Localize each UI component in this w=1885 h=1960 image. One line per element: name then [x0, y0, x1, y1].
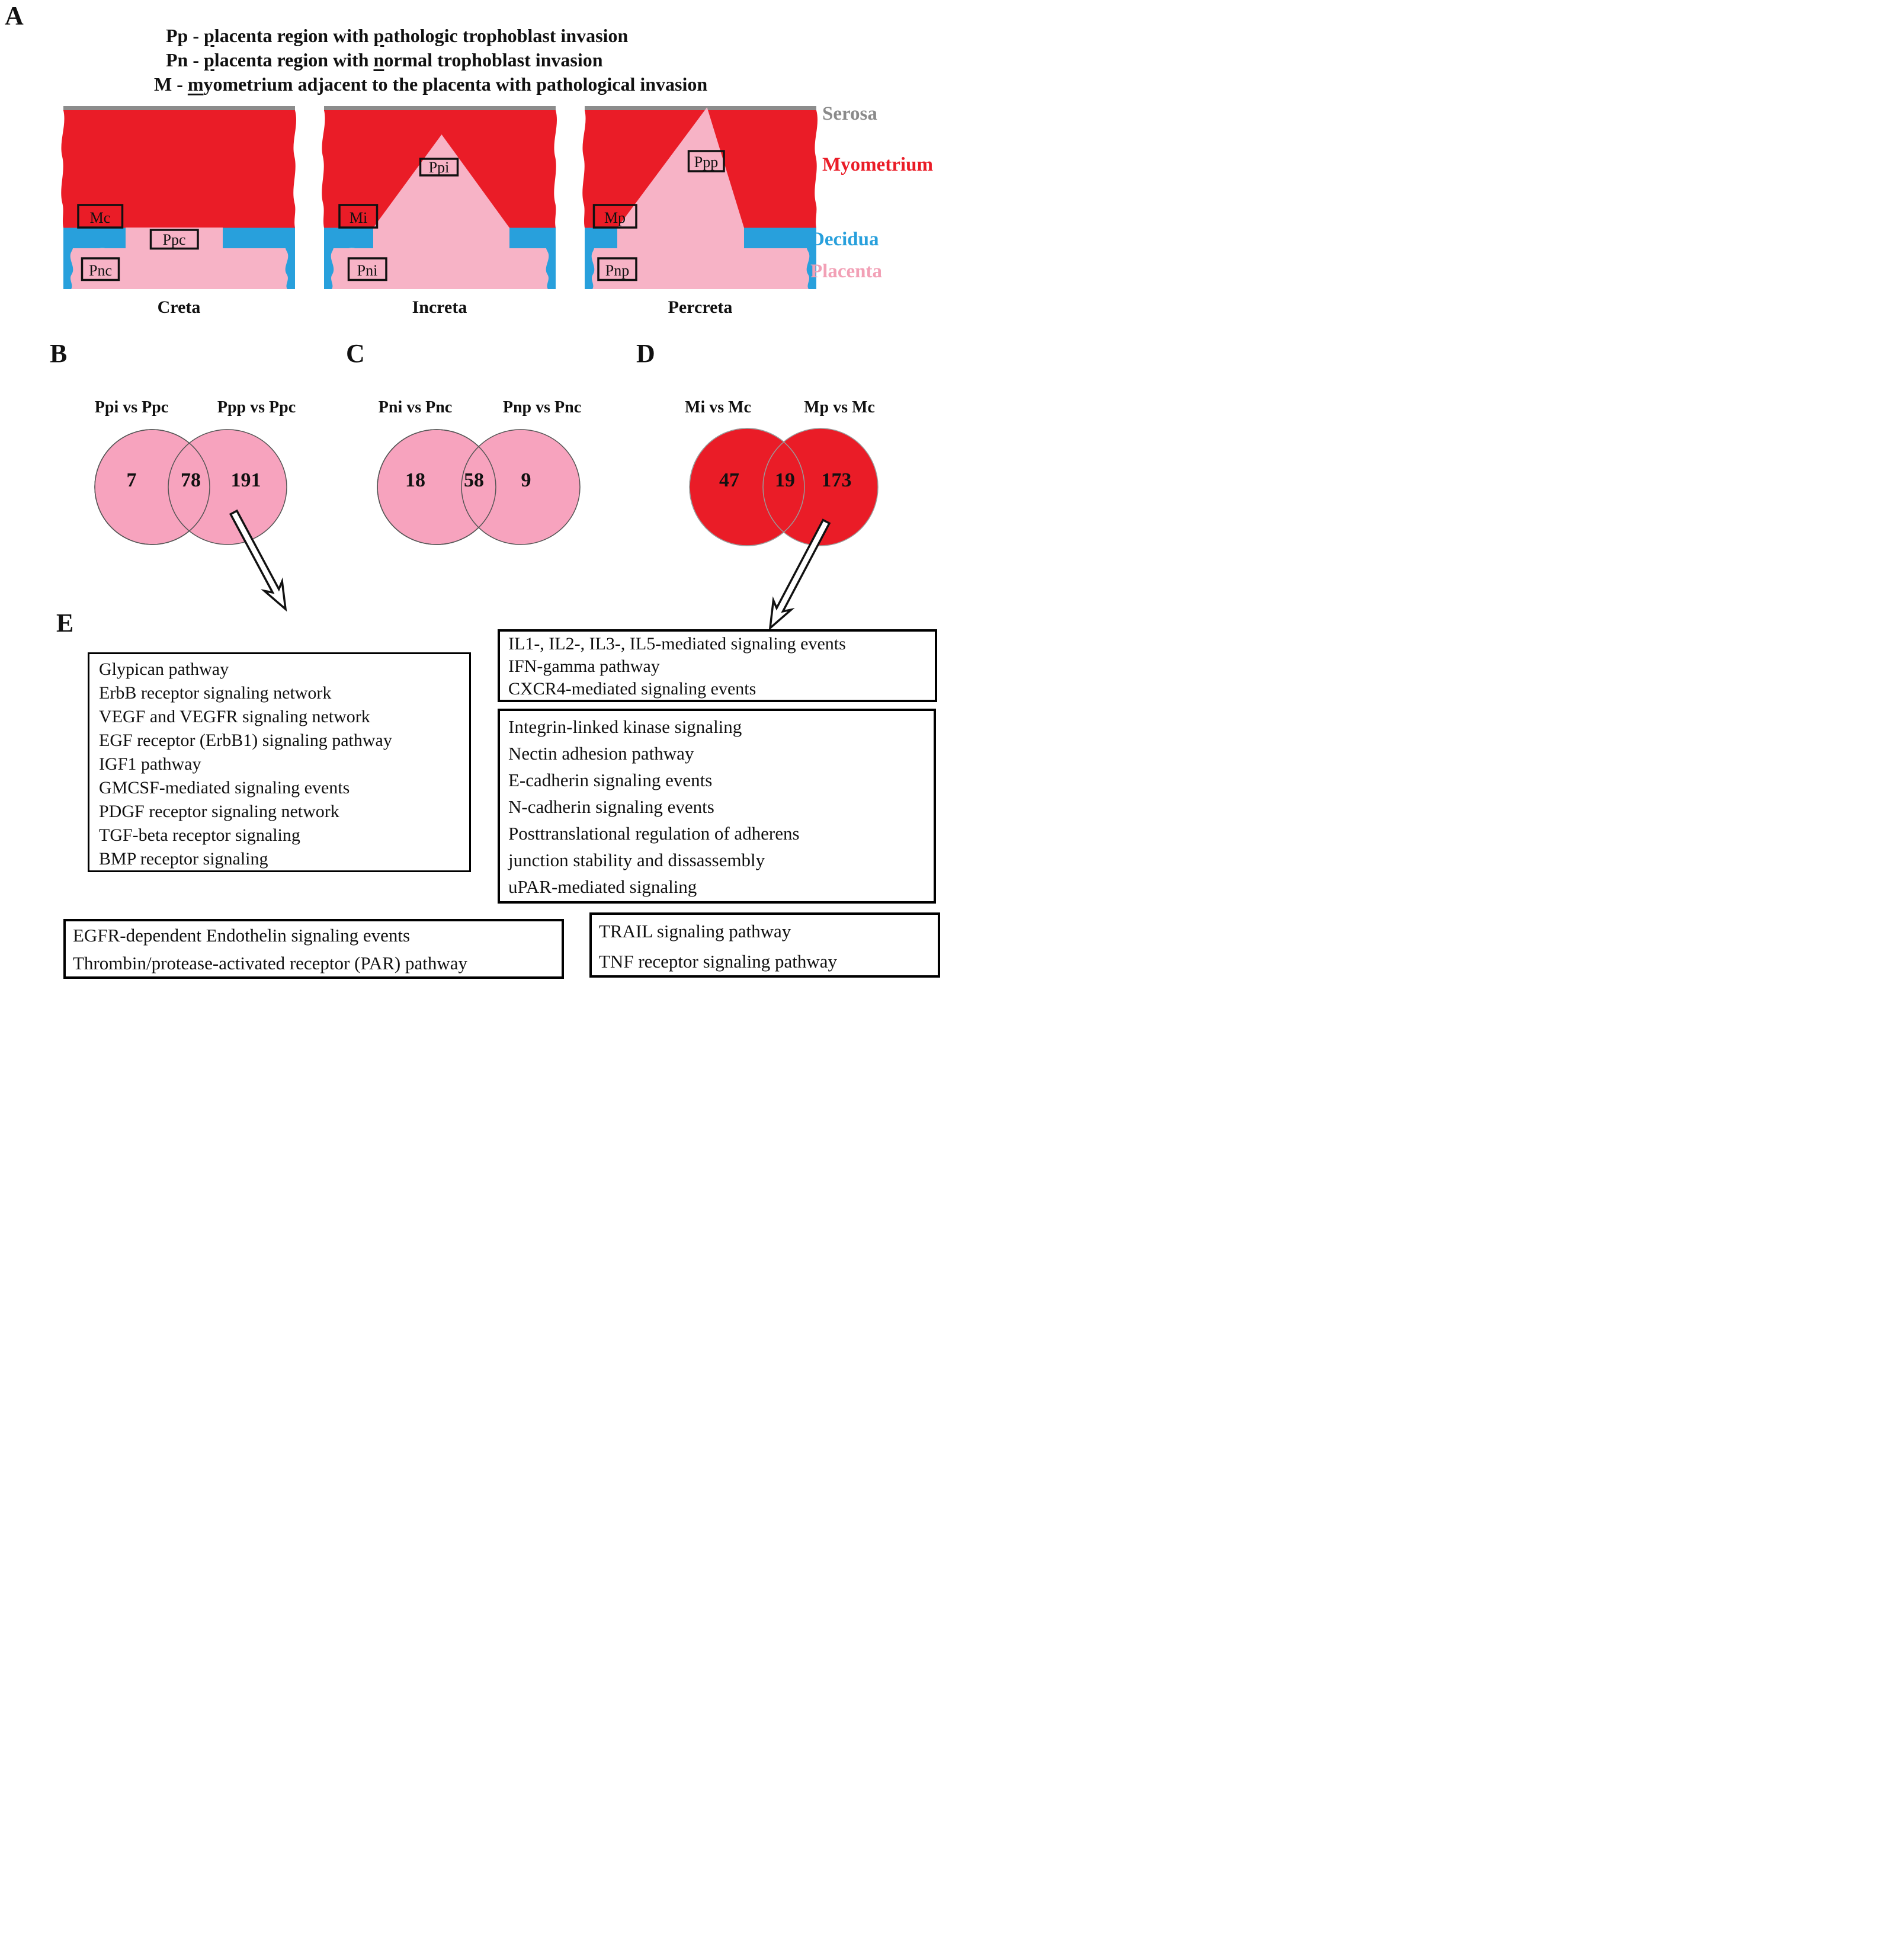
pathway-box-interleukin [498, 629, 937, 702]
venn-c-left-count: 18 [405, 469, 425, 491]
pathway-line: GMCSF-mediated signaling events [99, 778, 350, 798]
legend-line: M - myometrium adjacent to the placenta with pathological invasion [154, 73, 708, 95]
pathway-line: junction stability and dissassembly [508, 850, 765, 870]
label-pnp: Pnp [605, 262, 630, 279]
pathway-box-adhesion [498, 709, 936, 904]
venn-b-right-count: 191 [230, 469, 261, 491]
pathway-line: TRAIL signaling pathway [599, 921, 791, 941]
decidua-strip-right [744, 228, 816, 252]
pathway-line: PDGF receptor signaling network [99, 802, 339, 821]
pathway-line: N-cadherin signaling events [508, 796, 714, 817]
layer-label-placenta: Placenta [810, 261, 882, 282]
pathway-line: VEGF and VEGFR signaling network [99, 707, 370, 726]
panel-d-letter: D [636, 339, 655, 368]
label-mc: Mc [89, 209, 111, 226]
pathway-line: CXCR4-mediated signaling events [508, 679, 756, 699]
decidua-strip-right [223, 228, 295, 252]
venn-c-left-label: Pni vs Pnc [378, 398, 453, 417]
serosa-bar [324, 106, 556, 111]
label-ppi: Ppi [428, 159, 450, 176]
pathway-line: IFN-gamma pathway [508, 656, 660, 676]
legend-line: Pn - placenta region with normal trophoblast invasion [166, 49, 603, 71]
caption-increta: Increta [412, 297, 467, 317]
layer-label-serosa: Serosa [822, 103, 877, 124]
venn-b-overlap-count: 78 [181, 469, 201, 491]
pathway-box-endothelin [63, 919, 564, 979]
pathway-line: E-cadherin signaling events [508, 770, 713, 790]
legend-line: Pp - placenta region with pathologic trophoblast invasion [166, 25, 629, 46]
caption-creta: Creta [157, 297, 201, 317]
pathway-line: Glypican pathway [99, 659, 229, 679]
pathway-box-growth-factor [88, 652, 471, 872]
label-mi: Mi [349, 209, 368, 226]
placenta-bulge [373, 228, 509, 249]
placenta-bulge [617, 228, 744, 249]
label-pnc: Pnc [89, 262, 112, 279]
panel-a-letter: A [5, 1, 24, 30]
caption-percreta: Percreta [668, 297, 733, 317]
pathway-line: EGFR-dependent Endothelin signaling events [73, 925, 411, 946]
pathway-line: Nectin adhesion pathway [508, 743, 694, 764]
serosa-bar [585, 106, 816, 111]
panel-c-letter: C [346, 339, 365, 368]
pathway-line: TNF receptor signaling pathway [599, 951, 838, 972]
layer-label-myometrium: Myometrium [822, 154, 933, 175]
venn-c-right-count: 9 [521, 469, 531, 491]
pathway-line: Thrombin/protease-activated receptor (PAR) pathway [73, 953, 467, 973]
venn-d-right-label: Mp vs Mc [804, 398, 875, 417]
pathway-line: ErbB receptor signaling network [99, 683, 332, 703]
legend-definitions [154, 24, 877, 97]
label-pni: Pni [357, 262, 378, 279]
panel-e-letter: E [56, 609, 74, 638]
venn-b-left-label: Ppi vs Ppc [94, 398, 169, 417]
venn-c-right-label: Pnp vs Pnc [502, 398, 582, 417]
label-ppp: Ppp [694, 153, 719, 171]
venn-b-right-label: Ppp vs Ppc [217, 398, 296, 417]
venn-b-left-count: 7 [126, 469, 137, 491]
pathway-line: IL1-, IL2-, IL3-, IL5-mediated signaling events [508, 634, 846, 654]
diagram-increta [322, 106, 557, 289]
pathway-line: Integrin-linked kinase signaling [508, 716, 742, 737]
pathway-line: BMP receptor signaling [99, 849, 268, 869]
venn-d-left-label: Mi vs Mc [685, 398, 751, 417]
serosa-bar [63, 106, 295, 111]
pathway-line: IGF1 pathway [99, 754, 201, 774]
pathway-box-trail-tnf [589, 912, 940, 978]
layer-label-decidua: Decidua [810, 229, 879, 250]
panel-b-letter: B [50, 339, 68, 368]
venn-d-right-count: 173 [821, 469, 852, 491]
diagram-percreta [582, 106, 818, 289]
diagram-creta [61, 106, 296, 289]
venn-d-overlap-count: 19 [775, 469, 795, 491]
pathway-line: TGF-beta receptor signaling [99, 825, 300, 845]
pathway-line: Posttranslational regulation of adherens [508, 823, 800, 844]
label-ppc: Ppc [162, 231, 186, 248]
label-mp: Mp [604, 209, 626, 226]
pathway-line: EGF receptor (ErbB1) signaling pathway [99, 731, 392, 750]
venn-c-overlap-count: 58 [464, 469, 484, 491]
venn-d-left-count: 47 [719, 469, 739, 491]
pathway-line: uPAR-mediated signaling [508, 876, 697, 897]
